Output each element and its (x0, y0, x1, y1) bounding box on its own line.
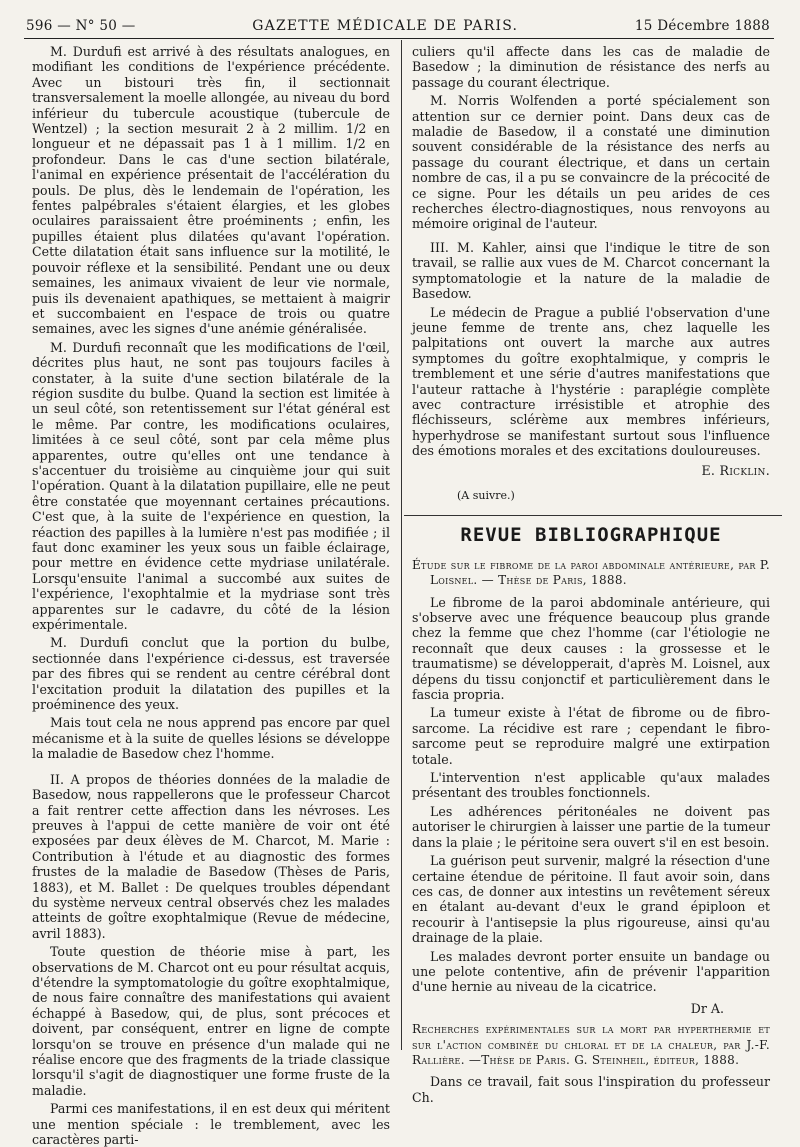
paragraph: culiers qu'il affecte dans les cas de maladie de Basedow ; la diminution de résistance des nerfs au passage du courant électrique. (412, 44, 770, 90)
paragraph: M. Norris Wolfenden a porté spécialement son attention sur ce dernier point. Dans deux cas de maladie de Basedow, il a constaté une diminution souvent considérable de la résistance des nerfs au passage du courant électrique, et dans un certain nombre de cas, il a pu se convaincre de la précocité de ce signe. Pour les détails un peu arides de ces recherches électro-diagnostiques, nous renvoyons au mémoire original de l'auteur. (412, 93, 770, 232)
paragraph: Les malades devront porter ensuite un bandage ou une pelote contentive, afin de prévenir l'apparition d'une hernie au niveau de la cicatrice. (412, 948, 770, 995)
paragraph: M. Durdufi conclut que la portion du bulbe, sectionnée dans l'expérience ci-dessus, est traversée par des fibres qui se rendent au centre cérébral dont l'excitation produit la dilatation des pupilles et la proéminence des yeux. (32, 635, 390, 713)
paragraph: Les adhérences péritonéales ne doivent pas autoriser le chirurgien à laisser une partie de la tumeur dans la plaie ; le péritoine sera ouvert s'il en est besoin. (412, 803, 770, 850)
paragraph: La guérison peut survenir, malgré la résection d'une certaine étendue de péritoine. Il faut avoir soin, dans ces cas, de donner aux intestins un revêtement séreux en étalant au-devant d'eux le grand épiploon et recourir à l'antisepsie la plus rigoureuse, ainsi qu'au drainage de la plaie. (412, 853, 770, 946)
review-heading: Étude sur le fibrome de la paroi abdominale antérieure, par P. Loisnel. — Thèse de Paris, 1888. (412, 557, 770, 588)
paragraph: II. A propos de théories données de la maladie de Basedow, nous rappellerons que le professeur Charcot a fait rentrer cette affection dans les névroses. Les preuves à l'appui de cette manière de voir ont été exposées par deux élèves de M. Charcot, M. Marie : Contribution à l'étude et au diagnostic des formes frustes de la maladie de Basedow (Thèses de Paris, 1883), et M. Ballet : De quelques troubles dépendant du système nerveux central observés chez les malades atteints de goître exophtalmique (Revue de médecine, avril 1883). (32, 771, 390, 941)
review-author: Dr A. (690, 1000, 724, 1016)
continued-note: (A suivre.) (457, 488, 515, 502)
column-divider (401, 40, 402, 1050)
paragraph: Le médecin de Prague a publié l'observation d'une jeune femme de trente ans, chez laquelle les palpitations ont ouvert la marche aux autres symptomes du goître exophtalmique, y compris le tremblement et une série d'autres manifestations que l'auteur rattache à l'hystérie : paraplégie complète avec contracture irrésistible et atrophie des fléchisseurs, sclérème aux membres inférieurs, hyperhydrose se manifestant surtout sous l'influence des émotions morales et des excitations douloureuses. (412, 304, 770, 459)
header-rule (24, 38, 774, 39)
paragraph: III. M. Kahler, ainsi que l'indique le titre de son travail, se rallie aux vues de M. Charcot concernant la symptomatologie et la nature de la maladie de Basedow. (412, 239, 770, 302)
page-header (26, 14, 770, 38)
paragraph: L'intervention n'est applicable qu'aux malades présentant des troubles fonctionnels. (412, 770, 770, 801)
section-rule (404, 515, 782, 516)
paragraph: Toute question de théorie mise à part, les observations de M. Charcot ont eu pour résultat acquis, d'étendre la symptomatologie du goître exophtalmique, de nous faire connaître des manifestations qui avaient échappé à Basedow, qui, de plus, sont précoces et doivent, par conséquent, entrer en ligne de compte lorsqu'on se trouve en présence d'un malade qui ne réalise encore que des fragments de la triade classique lorsqu'il s'agit de diagnostiquer une forme fruste de la maladie. (32, 944, 390, 1098)
page-number: 596 — N° 50 — (26, 18, 136, 34)
left-column (32, 44, 390, 1147)
paragraph: Mais tout cela ne nous apprend pas encore par quel mécanisme et à la suite de quelles lésions se développe la maladie de Basedow chez l'homme. (32, 715, 390, 762)
issue-date: 15 Décembre 1888 (634, 18, 770, 34)
paragraph: M. Durdufi reconnaît que les modifications de l'œil, décrites plus haut, ne sont pas toujours faciles à constater, à la suite d'une section bilatérale de la région susdite du bulbe. Quand la section est limitée à un seul côté, son retentissement sur l'état général est le même. Par contre, les modifications oculaires, limitées à ce seul côté, sont par cela même plus apparentes, outre qu'elles ont une tendance à s'accentuer du troisième au cinquième jour qui suit l'opération. Quant à la dilatation pupillaire, elle ne peut être constatée que moyennant certaines précautions. C'est que, à la suite de l'expérience en question, la réaction des papilles à la lumière n'est pas modifiée ; il faut donc examiner les yeux sous un faible éclairage, pour mettre en évidence cette mydriase unilatérale. Lorsqu'ensuite l'animal a succombé aux suites de l'expérience, l'exophtalmie et la mydriase sont très apparentes sur le cadavre, du côté de la lésion expérimentale. (32, 339, 390, 633)
right-column (412, 44, 770, 1105)
paragraph: La tumeur existe à l'état de fibrome ou de fibro-sarcome. La récidive est rare ; cependant le fibro-sarcome peut se reproduire malgré une extirpation totale. (412, 705, 770, 767)
paragraph: M. Durdufi est arrivé à des résultats analogues, en modifiant les conditions de l'expérience précédente. Avec un bistouri très fin, il sectionnait transversalement la moelle allongée, au niveau du bord inférieur du tubercule acoustique (tubercule de Wentzel) ; la section mesurait 2 à 2 millim. 1/2 en longueur et ne dépassait pas 1 à 1 millim. 1/2 en profondeur. Dans le cas d'une section bilatérale, l'animal en expérience présentait de l'accélération du pouls. De plus, dès le lendemain de l'opération, les fentes palpébrales s'étaient élargies, et les globes oculaires paraissaient être proéminents ; enfin, les pupilles étaient plus dilatées qu'avant l'opération. Cette dilatation était sans influence sur la motilité, le pouvoir réflexe et la sensibilité. Pendant une ou deux semaines, les animaux vivaient de leur vie normale, puis ils devenaient apathiques, se mettaient à maigrir et succombaient en l'espace de trois ou quatre semaines, avec les signes d'une anémie généralisée. (32, 44, 390, 337)
paragraph: Dans ce travail, fait sous l'inspiration du professeur Ch. (412, 1074, 770, 1105)
author-signature: E. Ricklin. (701, 462, 770, 478)
review-heading: Recherches expérimentales sur la mort par hyperthermie et sur l'action combinée du chloral et de la chaleur, par J.-F. Rallière. —Thèse de Paris. G. Steinheil, éditeur, 1888. (412, 1022, 770, 1067)
paragraph: Le fibrome de la paroi abdominale antérieure, qui s'observe avec une fréquence beaucoup plus grande chez la femme que chez l'homme (car l'étiologie ne reconnaît que deux causes : la grossesse et le traumatisme) se développerait, d'après M. Loisnel, aux dépens du tissu conjonctif et particulièrement dans le fascia propria. (412, 594, 770, 703)
section-title: REVUE BIBLIOGRAPHIQUE (460, 524, 722, 547)
paragraph: Parmi ces manifestations, il en est deux qui méritent une mention spéciale : le tremblement, avec les caractères parti- (32, 1101, 390, 1147)
journal-title: GAZETTE MÉDICALE DE PARIS. (252, 18, 519, 34)
